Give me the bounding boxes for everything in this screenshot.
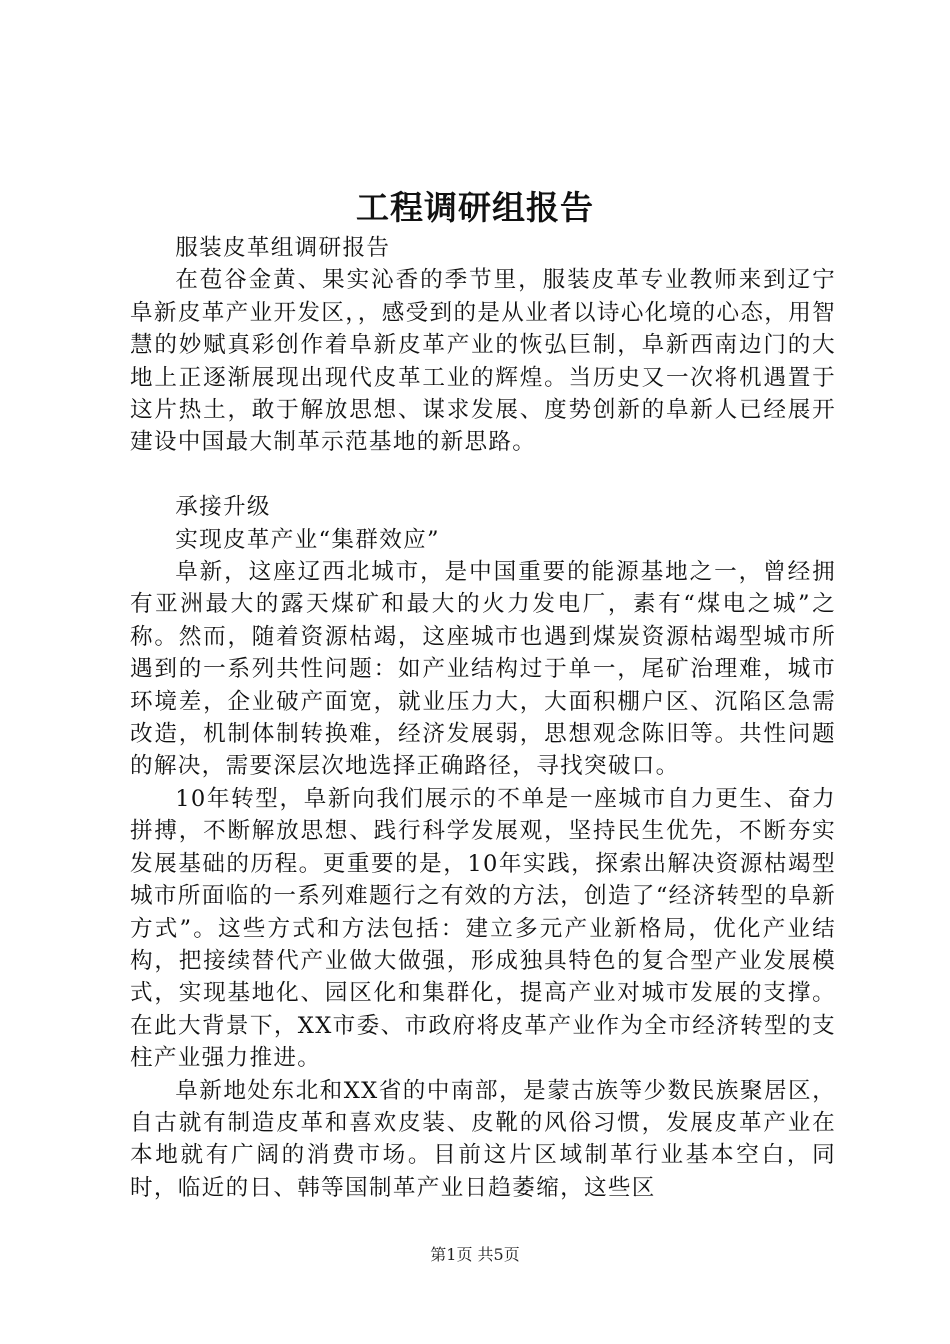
paragraph-background: 阜新，这座辽西北城市，是中国重要的能源基地之一，曾经拥有亚洲最大的露天煤矿和最大的火力发电厂，素有“煤电之城”之称。然而，随着资源枯竭，这座城市也遇到煤炭资源枯竭型城市所遇到的一系列共性问题：如产业结构过于单一，尾矿治理难，城市环境差，企业破产面宽，就业压力大，大面积棚户区、沉陷区急需改造，机制体制转换难，经济发展弱，思想观念陈旧等。共性问题的解决，需要深层次地选择正确路径，寻找突破口。 <box>130 559 836 780</box>
section-subheading: 实现皮革产业“集群效应” <box>175 526 440 553</box>
page-footer: 第1页 共5页 <box>430 1245 520 1264</box>
paragraph-location: 阜新地处东北和XX省的中南部，是蒙古族等少数民族聚居区，自古就有制造皮革和喜欢皮装、皮靴的风俗习惯，发展皮革产业在本地就有广阔的消费市场。目前这片区域制革行业基本空白，同时，临近的日、韩等国制革产业日趋萎缩，这些区 <box>130 1077 836 1201</box>
section-heading: 承接升级 <box>175 494 271 521</box>
paragraph-subtitle: 服装皮革组调研报告 <box>175 235 391 261</box>
document-body <box>130 232 836 1204</box>
paragraph-intro: 在苞谷金黄、果实沁香的季节里，服装皮革专业教师来到辽宁阜新皮革产业开发区，，感受到的是从业者以诗心化境的心态，用智慧的妙赋真彩创作着阜新皮革产业的恢弘巨制，阜新西南边门的大地上正逐渐展现出现代皮革工业的辉煌。当历史又一次将机遇置于这片热土，敢于解放思想、谋求发展、度势创新的阜新人已经展开建设中国最大制革示范基地的新思路。 <box>130 267 836 456</box>
document-title: 工程调研组报告 <box>356 188 594 227</box>
paragraph-transformation: 10年转型，阜新向我们展示的不单是一座城市自力更生、奋力拼搏，不断解放思想、践行科学发展观，坚持民生优先，不断夯实发展基础的历程。更重要的是，10年实践，探索出解决资源枯竭型城市所面临的一系列难题行之有效的方法，创造了“经济转型的阜新方式”。这些方式和方法包括：建立多元产业新格局，优化产业结构，把接续替代产业做大做强，形成独具特色的复合型产业发展模式，实现基地化、园区化和集群化，提高产业对城市发展的支撑。在此大背景下，XX市委、市政府将皮革产业作为全市经济转型的支柱产业强力推进。 <box>130 785 836 1072</box>
